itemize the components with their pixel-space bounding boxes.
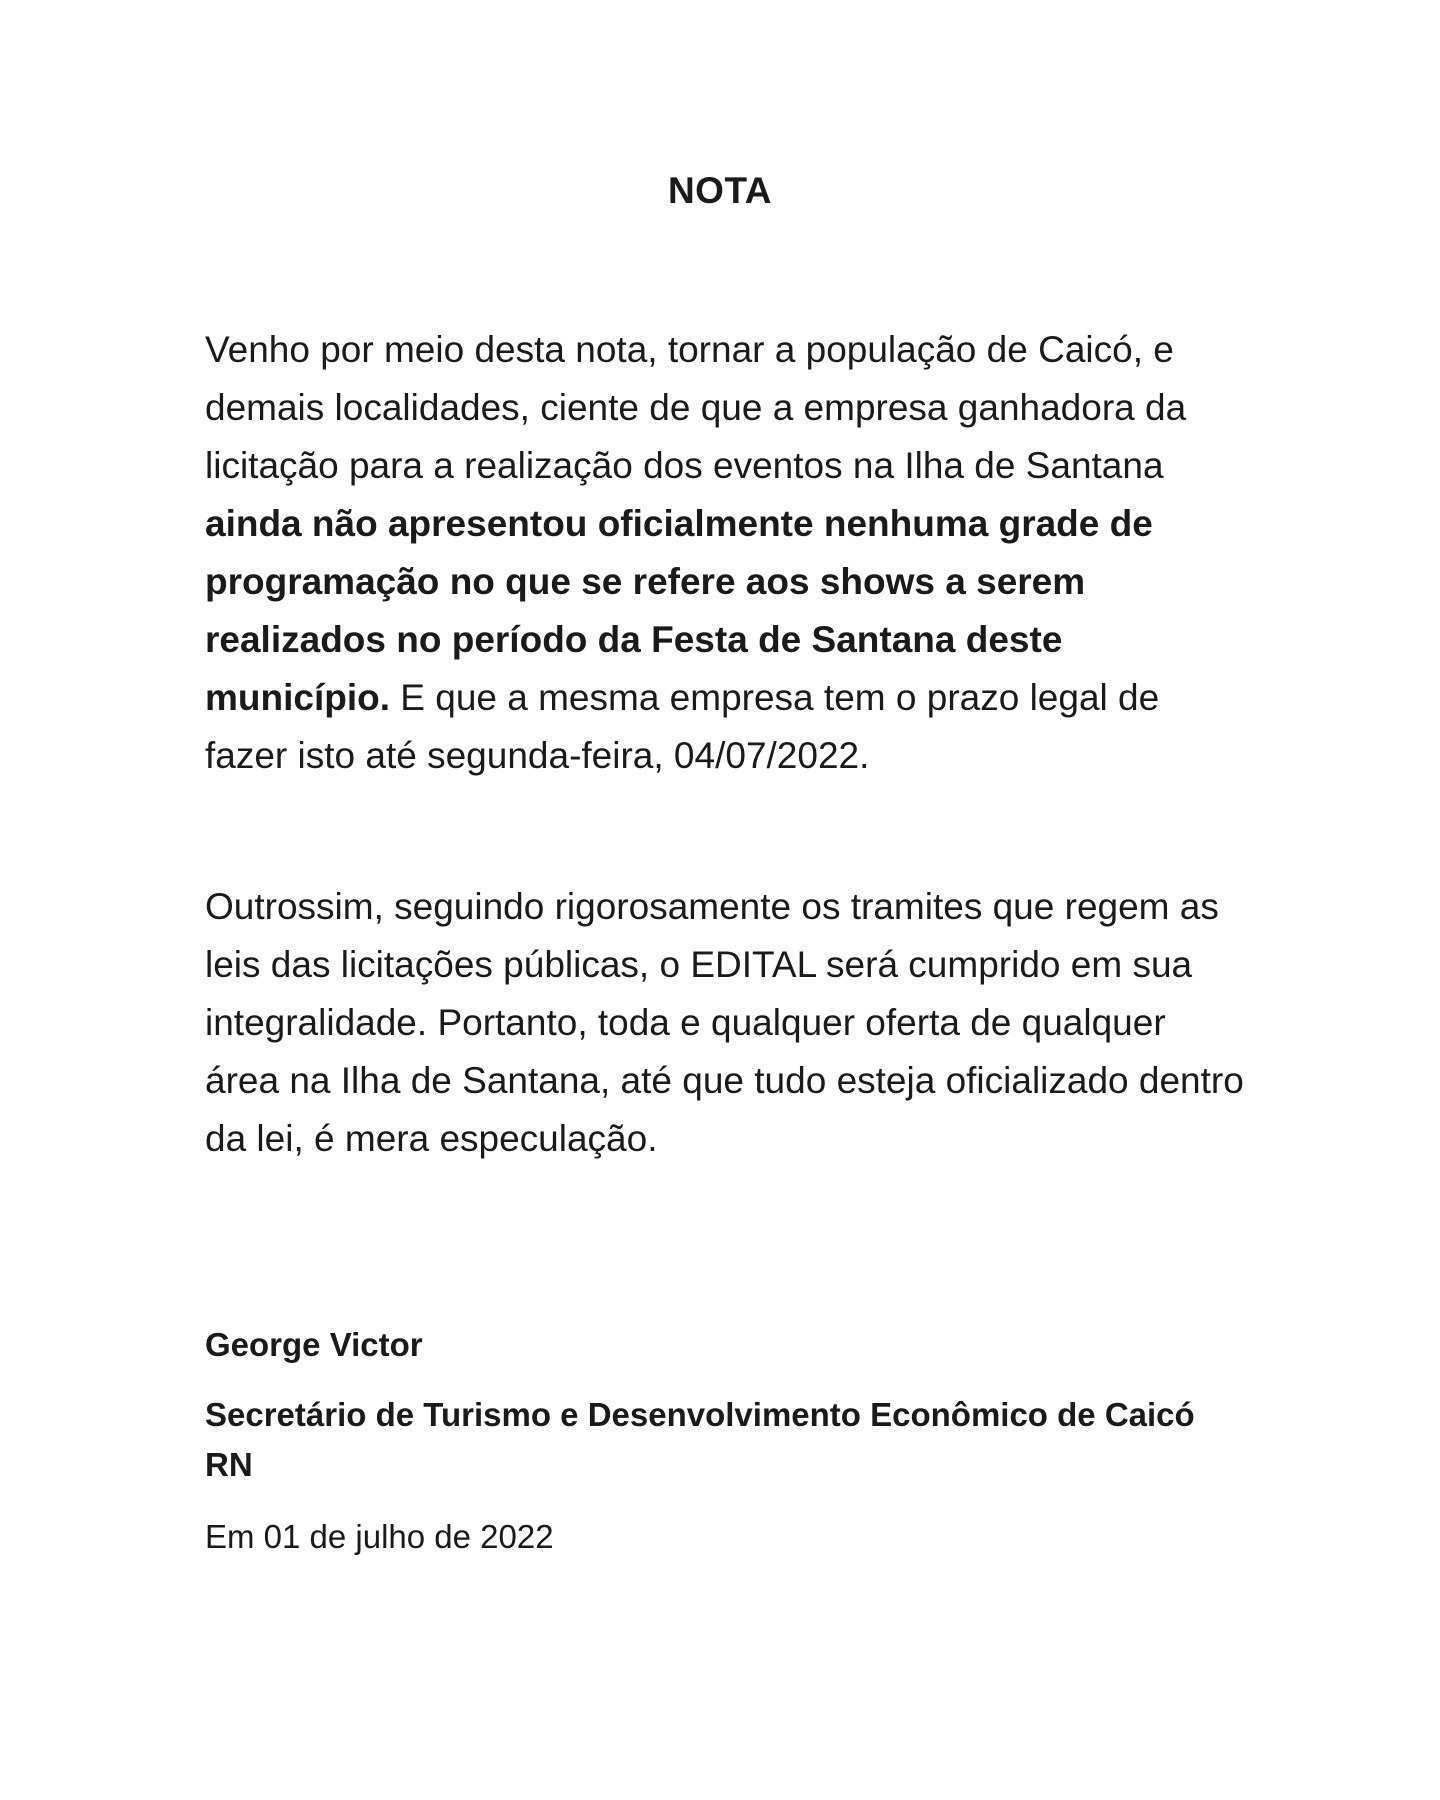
paragraph-2: Outrossim, seguindo rigorosamente os tramites que regem as leis das licitações públicas, o EDITAL será cumprido em sua integralidade. Portanto, toda e qualquer oferta de qualquer área na Ilha de Santana, até que tudo esteja oficializado dentro da lei, é mera especulação. — [205, 886, 1244, 1159]
signature-role: Secretário de Turismo e Desenvolvimento Econômico de Caicó RN — [205, 1396, 1195, 1483]
signature-name: George Victor — [205, 1326, 423, 1363]
page-title: NOTA — [667, 170, 773, 211]
paragraph-1-closing: E que a mesma empresa tem o prazo legal de fazer isto até segunda-feira, 04/07/2022. — [205, 677, 1160, 776]
paragraph-1-intro: Venho por meio desta nota, tornar a população de Caicó, e demais localidades, ciente de que a empresa ganhadora da licitação para a realização dos eventos na Ilha de Santana — [205, 329, 1187, 486]
signature-date: Em 01 de julho de 2022 — [205, 1518, 554, 1555]
paragraph-1 — [205, 321, 1245, 785]
paragraph-1-emphasis: ainda não apresentou oficialmente nenhuma grade de programação no que se refere aos shows a serem realizados no período da Festa de Santana deste município. — [205, 503, 1153, 718]
